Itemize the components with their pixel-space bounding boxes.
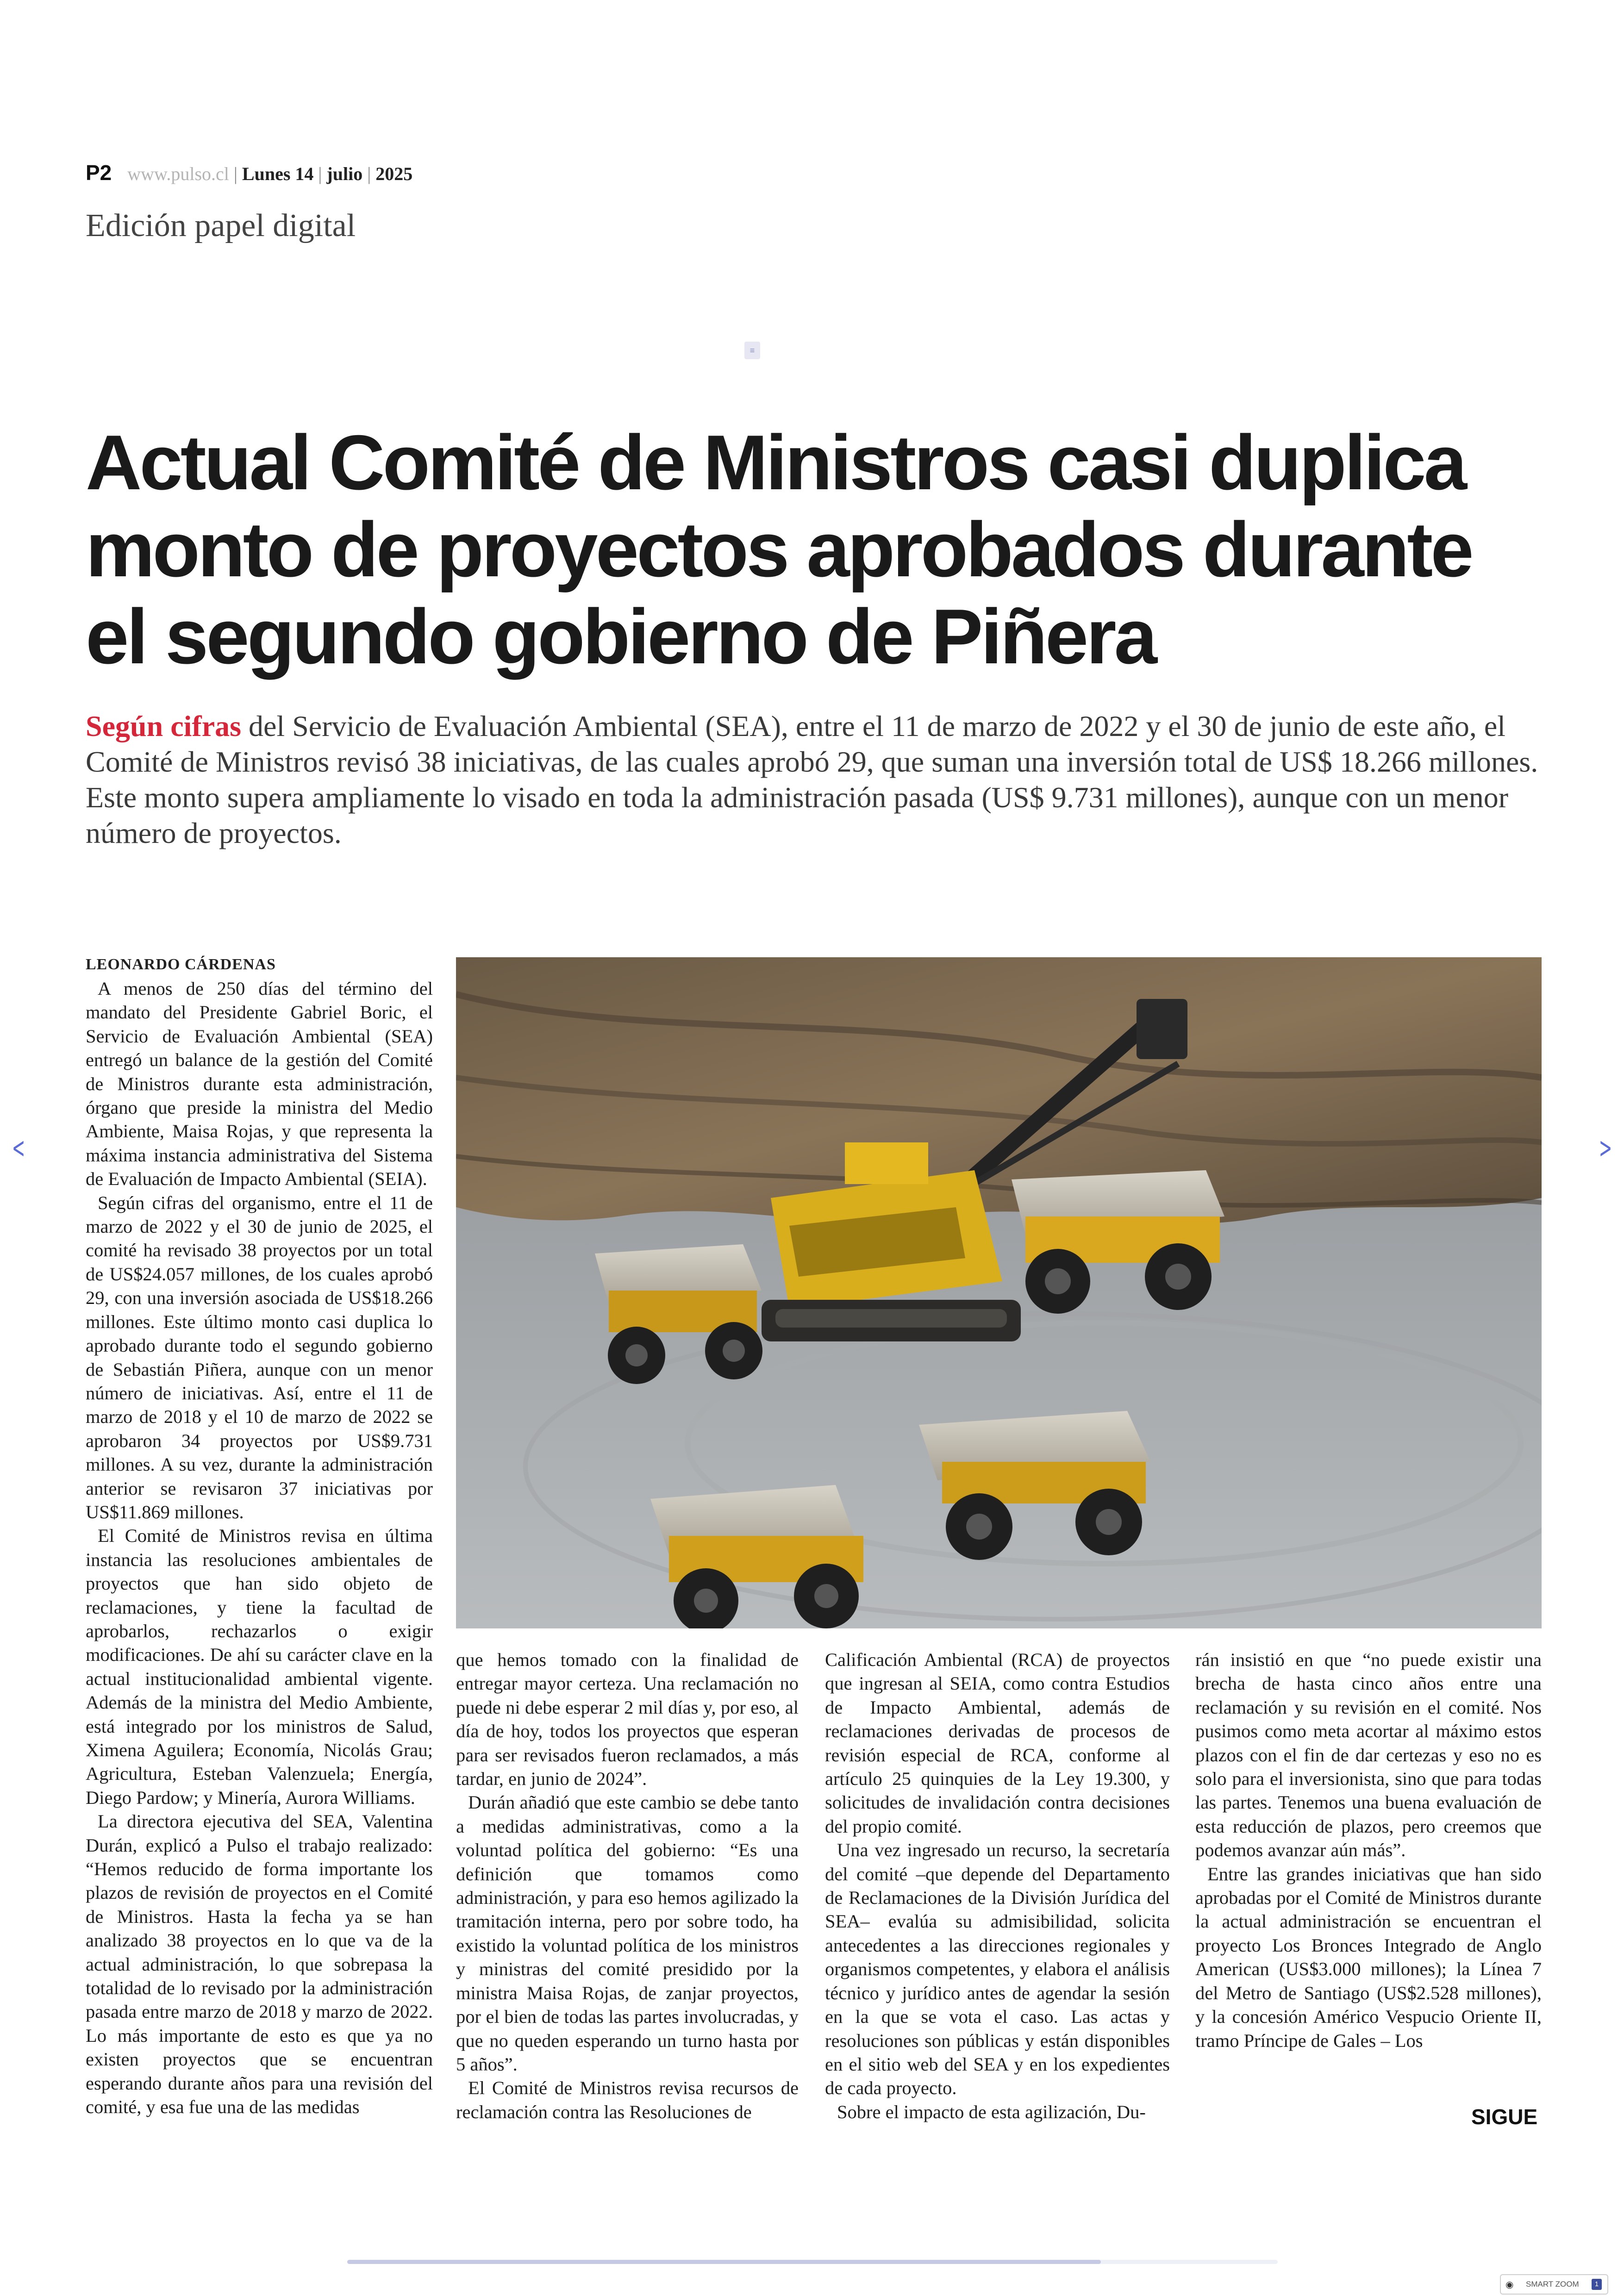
- chevron-right-icon[interactable]: >: [1599, 1131, 1612, 1165]
- paragraph: Calificación Ambiental (RCA) de proyectos que ingresan al SEIA, como contra Estudios de Impacto Ambiental, además de reclamaciones derivadas de procesos de revisión especial de RCA, conforme al artículo 25 quinquies de la Ley 19.300, y solicitudes de invalidación contra decisiones del propio comité.: [825, 1649, 1170, 1837]
- edition-label: Edición papel digital: [86, 208, 356, 243]
- site-url[interactable]: www.pulso.cl: [127, 163, 229, 184]
- page-marker-icon: ≡: [744, 342, 760, 359]
- reading-progress-fill: [347, 2260, 1101, 2264]
- mining-photo: [456, 957, 1542, 1628]
- lead-paragraph: [86, 708, 1544, 851]
- byline: LEONARDO CÁRDENAS: [86, 956, 276, 973]
- continues-label: SIGUE: [1471, 2105, 1538, 2129]
- paragraph: A menos de 250 días del término del mandato del Presidente Gabriel Boric, el Servicio de Evaluación Ambiental (SEA) entregó un balance de la gestión del Comité de Ministros durante esta administración, órgano que preside la ministra del Medio Ambiente, Maisa Rojas, y que representa la máxima instancia administrativa del Sistema de Evaluación de Impacto Ambiental (SEIA).: [86, 978, 433, 1190]
- date-month: julio: [326, 163, 363, 184]
- eye-icon: ◉: [1505, 2280, 1514, 2290]
- page-number: P2: [86, 161, 112, 185]
- article-column-4: [1195, 1648, 1542, 2052]
- folio-line: P2 www.pulso.cl | Lunes 14 | julio | 2025: [86, 161, 413, 185]
- paragraph: rán insistió en que “no puede existir una brecha de hasta cinco años entre una reclamación y su revisión en el comité. Nos pusimos como meta acortar al máximo estos plazos con el fin de dar certezas y eso no es solo para el inversionista, sino que para todas las partes. Tenemos una buena evaluación de esta reducción de plazos, pero creemos que podemos avanzar aún más”.: [1195, 1649, 1542, 1861]
- paragraph: Una vez ingresado un recurso, la secretaría del comité –que depende del Departamento de Reclamaciones de la División Jurídica del SEA– evalúa su admisibilidad, solicita antecedentes a las direcciones regionales y organismos competentes, y elabora el análisis técnico y jurídico antes de agendar la sesión en la que se vota el caso. Las actas y resoluciones son públicas y están disponibles en el sitio web del SEA y en los expedientes de cada proyecto.: [825, 1840, 1170, 2099]
- lead-kicker: Según cifras: [86, 710, 241, 742]
- paragraph: La directora ejecutiva del SEA, Valentina Durán, explicó a Pulso el trabajo realizado: “Hemos reducido de forma importante los plazos de revisión de proyectos en el Comité de Ministros. Hasta la fecha ya se han analizado 38 proyectos en lo que va de la actual administración, lo que sobrepasa la totalidad de lo revisado por la administración pasada entre marzo de 2018 y marzo de 2022. Lo más importante de esto es que ya no existen proyectos que se encuentran esperando durante años para una revisión del comité, y esa fue una de las medidas: [86, 1811, 433, 2118]
- paragraph: Según cifras del organismo, entre el 11 de marzo de 2022 y el 30 de junio de 2025, el comité ha revisado 38 proyectos por un total de US$24.057 millones, de los cuales aprobó 29, con una inversión asociada de US$18.266 millones. Este último monto casi duplica lo aprobado durante todo el segundo gobierno de Sebastián Piñera, aunque con un menor número de iniciativas. Así, entre el 11 de marzo de 2018 y el 10 de marzo de 2022 se aprobaron 34 proyectos por US$9.731 millones. A su vez, durante la administración anterior se revisaron 37 iniciativas por US$11.869 millones.: [86, 1192, 433, 1522]
- smart-zoom-button[interactable]: [1500, 2274, 1608, 2295]
- paragraph: que hemos tomado con la finalidad de entregar mayor certeza. Una reclamación no puede ni debe esperar 2 mil días y, por eso, al día de hoy, todos los proyectos que esperan para ser revisados fueron reclamados, a más tardar, en junio de 2024”.: [456, 1649, 799, 1790]
- page-badge: 1: [1592, 2279, 1602, 2290]
- headline: Actual Comité de Ministros casi duplica monto de proyectos aprobados durante el segundo gobierno de Piñera: [86, 419, 1472, 680]
- date-year: 2025: [375, 163, 413, 184]
- article-column-3: [825, 1648, 1170, 2124]
- article-column-1: [86, 954, 433, 2119]
- paragraph: Durán añadió que este cambio se debe tanto a medidas administrativas, como a la voluntad política del gobierno: “Es una definición que tomamos como administración, y para eso hemos agilizado la tramitación interna, pero por sobre todo, ha existido la voluntad política de los ministros y ministras del comité presidido por la ministra Maisa Rojas, de zanjar proyectos, por el bien de todas las partes involucradas, y que no queden esperando un turno hasta por 5 años”.: [456, 1792, 799, 2075]
- paragraph: Sobre el impacto de esta agilización, Du-: [837, 2101, 1146, 2122]
- lead-text: del Servicio de Evaluación Ambiental (SEA), entre el 11 de marzo de 2022 y el 30 de junio de este año, el Comité de Ministros revisó 38 iniciativas, de las cuales aprobó 29, que suman una inversión total de US$ 18.266 millones. Este monto supera ampliamente lo visado en toda la administración pasada (US$ 9.731 millones), aunque con un menor número de proyectos.: [86, 710, 1538, 849]
- paragraph: El Comité de Ministros revisa recursos de reclamación contra las Resoluciones de: [456, 2077, 799, 2122]
- article-column-2: [456, 1648, 799, 2124]
- smart-zoom-label: SMART ZOOM: [1526, 2280, 1579, 2289]
- chevron-left-icon[interactable]: <: [12, 1131, 25, 1165]
- date-day: Lunes 14: [242, 163, 314, 184]
- paragraph: Entre las grandes iniciativas que han sido aprobadas por el Comité de Ministros durante la actual administración se encuentran el proyecto Los Bronces Integrado de Anglo American (US$3.000 millones); la Línea 7 del Metro de Santiago (US$2.528 millones), y la concesión Américo Vespucio Oriente II, tramo Príncipe de Gales – Los: [1195, 1863, 1542, 2051]
- paragraph: El Comité de Ministros revisa en última instancia las resoluciones ambientales de proyectos que han sido objeto de reclamaciones, y tiene la facultad de aprobarlos, rechazarlos o exigir modificaciones. De ahí su carácter clave en la actual institucionalidad ambiental vigente. Además de la ministra del Medio Ambiente, está integrado por los ministros de Salud, Ximena Aguilera; Economía, Nicolás Grau; Agricultura, Esteban Valenzuela; Energía, Diego Pardow; y Minería, Aurora Williams.: [86, 1525, 433, 1808]
